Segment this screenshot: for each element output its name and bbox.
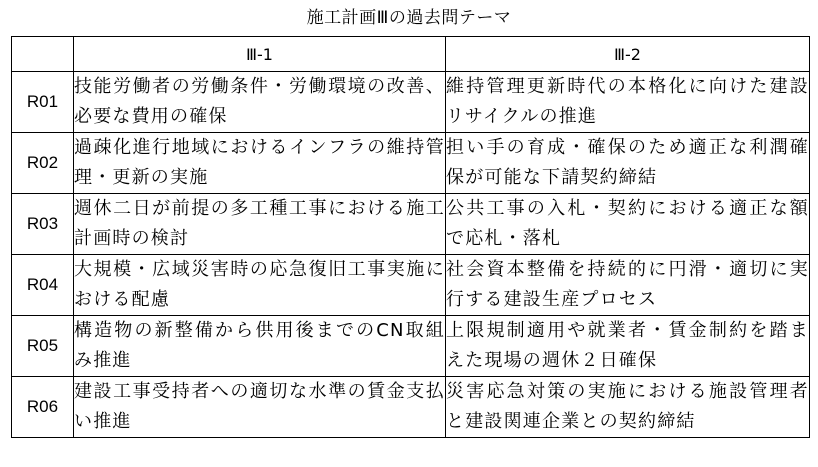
table-row xyxy=(12,72,810,133)
table-row xyxy=(12,255,810,316)
table-row xyxy=(12,133,810,194)
year-cell: R05 xyxy=(12,316,74,377)
past-questions-table xyxy=(11,36,810,438)
theme-cell-2: 上限規制適用や就業者・賃金制約を踏まえた現場の週休２日確保 xyxy=(446,316,810,377)
table-row xyxy=(12,316,810,377)
table-header-row xyxy=(12,37,810,72)
year-cell: R03 xyxy=(12,194,74,255)
header-year xyxy=(12,37,74,72)
theme-cell-2: 維持管理更新時代の本格化に向けた建設リサイクルの推進 xyxy=(446,72,810,133)
header-question-2: Ⅲ-2 xyxy=(446,37,810,72)
theme-cell-1: 建設工事受持者への適切な水準の賃金支払い推進 xyxy=(74,377,446,438)
theme-cell-1: 過疎化進行地域におけるインフラの維持管理・更新の実施 xyxy=(74,133,446,194)
page-title: 施工計画Ⅲの過去問テーマ xyxy=(306,8,512,28)
year-cell: R06 xyxy=(12,377,74,438)
year-cell: R01 xyxy=(12,72,74,133)
theme-cell-1: 構造物の新整備から供用後までのCN取組み推進 xyxy=(74,316,446,377)
theme-cell-2: 担い手の育成・確保のため適正な利潤確保が可能な下請契約締結 xyxy=(446,133,810,194)
theme-cell-1: 週休二日が前提の多工種工事における施工計画時の検討 xyxy=(74,194,446,255)
header-question-1: Ⅲ-1 xyxy=(74,37,446,72)
theme-cell-2: 社会資本整備を持続的に円滑・適切に実行する建設生産プロセス xyxy=(446,255,810,316)
table-row xyxy=(12,377,810,438)
year-cell: R02 xyxy=(12,133,74,194)
theme-cell-2: 災害応急対策の実施における施設管理者と建設関連企業との契約締結 xyxy=(446,377,810,438)
theme-cell-1: 技能労働者の労働条件・労働環境の改善、必要な費用の確保 xyxy=(74,72,446,133)
table-row xyxy=(12,194,810,255)
theme-cell-1: 大規模・広域災害時の応急復旧工事実施における配慮 xyxy=(74,255,446,316)
year-cell: R04 xyxy=(12,255,74,316)
theme-cell-2: 公共工事の入札・契約における適正な額で応札・落札 xyxy=(446,194,810,255)
